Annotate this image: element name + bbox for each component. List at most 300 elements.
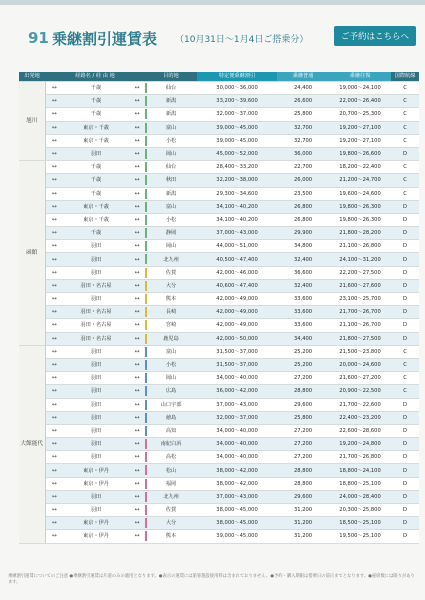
route-color-bar <box>145 189 147 199</box>
via-cell: 千歳 <box>63 187 129 200</box>
code-cell: D <box>391 451 419 464</box>
fare-round-cell: 19,200～27,100 <box>329 121 391 134</box>
fare-normal-cell: 24,400 <box>277 82 329 95</box>
fare-row <box>19 293 419 306</box>
arrow-left: ↔ <box>45 147 63 160</box>
code-cell: D <box>391 438 419 451</box>
fare-special-cell: 37,000～43,000 <box>197 398 277 411</box>
fare-round-cell: 23,100～25,700 <box>329 293 391 306</box>
route-color-bar <box>145 479 147 489</box>
fare-special-cell: 31,500～37,000 <box>197 358 277 371</box>
code-cell: D <box>391 464 419 477</box>
dest-label: 高松 <box>165 454 177 461</box>
arrow-right: ↔ <box>129 108 145 121</box>
code-cell: C <box>391 82 419 95</box>
fare-special-cell: 38,000～45,000 <box>197 504 277 517</box>
via-cell: 羽田 <box>63 358 129 371</box>
arrow-right: ↔ <box>129 279 145 292</box>
route-color-bar <box>145 400 147 410</box>
code-cell: D <box>391 490 419 503</box>
via-cell: 羽田 <box>63 411 129 424</box>
route-color-bar <box>145 334 147 344</box>
code-cell: C <box>391 358 419 371</box>
arrow-right: ↔ <box>129 451 145 464</box>
route-color-bar <box>145 320 147 330</box>
code-cell: D <box>391 319 419 332</box>
code-cell: C <box>391 385 419 398</box>
fare-round-cell: 18,800～24,100 <box>329 464 391 477</box>
fare-special-cell: 38,000～42,000 <box>197 464 277 477</box>
fare-round-cell: 19,800～26,300 <box>329 200 391 213</box>
arrow-left: ↔ <box>45 293 63 306</box>
arrow-right: ↔ <box>129 306 145 319</box>
dest-label: 小松 <box>165 216 177 223</box>
fare-row <box>19 227 419 240</box>
arrow-left: ↔ <box>45 530 63 543</box>
dest-label: 宮崎 <box>165 322 177 329</box>
dest-cell <box>145 95 197 108</box>
fare-special-cell: 34,100～40,200 <box>197 200 277 213</box>
fare-normal-cell: 32,700 <box>277 134 329 147</box>
dest-label: 富山 <box>165 203 177 210</box>
dest-label: 松山 <box>165 467 177 474</box>
page-header <box>10 26 420 52</box>
dest-cell <box>145 147 197 160</box>
fare-round-cell: 21,600～27,200 <box>329 372 391 385</box>
fare-round-cell: 21,800～27,500 <box>329 332 391 345</box>
arrow-right: ↔ <box>129 530 145 543</box>
arrow-left: ↔ <box>45 451 63 464</box>
route-color-bar <box>145 109 147 119</box>
fare-normal-cell: 27,200 <box>277 451 329 464</box>
arrow-right: ↔ <box>129 95 145 108</box>
fare-table-body <box>19 82 419 544</box>
fare-round-cell: 19,600～24,600 <box>329 187 391 200</box>
header-code-top: 国際航線 <box>394 73 416 79</box>
dest-cell <box>145 306 197 319</box>
route-color-bar <box>145 452 147 462</box>
via-cell: 東京・伊丹 <box>63 477 129 490</box>
code-cell: D <box>391 398 419 411</box>
fare-normal-cell: 33,600 <box>277 319 329 332</box>
arrow-right: ↔ <box>129 319 145 332</box>
dest-cell <box>145 372 197 385</box>
fare-round-cell: 19,800～26,300 <box>329 213 391 226</box>
dest-cell <box>145 213 197 226</box>
code-cell: C <box>391 345 419 358</box>
route-color-bar <box>145 505 147 515</box>
route-color-bar <box>145 162 147 172</box>
fare-round-cell: 18,500～25,100 <box>329 517 391 530</box>
fare-round-cell: 21,800～28,200 <box>329 227 391 240</box>
fare-round-cell: 19,200～24,800 <box>329 438 391 451</box>
arrow-left: ↔ <box>45 372 63 385</box>
arrow-left: ↔ <box>45 398 63 411</box>
arrow-left: ↔ <box>45 253 63 266</box>
fare-special-cell: 33,200～39,600 <box>197 95 277 108</box>
arrow-right: ↔ <box>129 227 145 240</box>
route-color-bar <box>145 136 147 146</box>
fare-round-cell: 19,500～25,100 <box>329 530 391 543</box>
fare-row <box>19 451 419 464</box>
fare-special-cell: 44,000～51,000 <box>197 240 277 253</box>
fare-row <box>19 398 419 411</box>
arrow-right: ↔ <box>129 161 145 174</box>
dest-cell <box>145 411 197 424</box>
fare-round-cell: 20,900～22,500 <box>329 385 391 398</box>
via-cell: 羽田 <box>63 372 129 385</box>
route-color-bar <box>145 281 147 291</box>
arrow-left: ↔ <box>45 385 63 398</box>
code-cell: C <box>391 108 419 121</box>
fare-normal-cell: 29,600 <box>277 490 329 503</box>
fare-row <box>19 530 419 543</box>
arrow-left: ↔ <box>45 332 63 345</box>
header-fare-normal: 乗継普通 <box>277 72 329 82</box>
fare-normal-cell: 23,500 <box>277 187 329 200</box>
code-cell: D <box>391 279 419 292</box>
via-cell: 羽田・名古屋 <box>63 279 129 292</box>
arrow-right: ↔ <box>129 134 145 147</box>
dest-cell <box>145 345 197 358</box>
dest-label: 北九州 <box>163 256 179 263</box>
fare-special-cell: 34,000～40,000 <box>197 424 277 437</box>
dest-label: 小松 <box>165 362 177 369</box>
arrow-left: ↔ <box>45 490 63 503</box>
fare-normal-cell: 29,900 <box>277 227 329 240</box>
fare-row <box>19 345 419 358</box>
route-color-bar <box>145 492 147 502</box>
via-cell: 東京・千歳 <box>63 121 129 134</box>
arrow-left: ↔ <box>45 213 63 226</box>
via-cell: 東京・伊丹 <box>63 517 129 530</box>
dest-label: 富山 <box>165 124 177 131</box>
fare-normal-cell: 25,200 <box>277 345 329 358</box>
via-cell: 羽田・名古屋 <box>63 319 129 332</box>
route-color-bar <box>145 294 147 304</box>
fare-row <box>19 358 419 371</box>
route-color-bar <box>145 386 147 396</box>
fare-normal-cell: 32,400 <box>277 279 329 292</box>
fare-special-cell: 28,400～33,200 <box>197 161 277 174</box>
arrow-left: ↔ <box>45 411 63 424</box>
arrow-right: ↔ <box>129 332 145 345</box>
fare-special-cell: 42,000～50,000 <box>197 332 277 345</box>
fare-row <box>19 253 419 266</box>
via-cell: 千歳 <box>63 174 129 187</box>
arrow-left: ↔ <box>45 161 63 174</box>
code-cell: D <box>391 332 419 345</box>
arrow-right: ↔ <box>129 385 145 398</box>
arrow-right: ↔ <box>129 504 145 517</box>
region-label: 函館 <box>19 161 45 346</box>
arrow-right: ↔ <box>129 372 145 385</box>
fare-row <box>19 504 419 517</box>
dest-label: 静岡 <box>165 230 177 237</box>
fare-row <box>19 187 419 200</box>
footer-notes: 乗継割引運賃についてのご注意 ●乗継割引運賃は片道のみの適用となります。●表示の運賃には旅客施設使用料は含まれておりません。●予約・購入期限は搭乗日の前日までとなります。●座席数には限りがあります。 <box>8 574 415 585</box>
dest-cell <box>145 279 197 292</box>
fare-special-cell: 34,000～40,000 <box>197 438 277 451</box>
dest-cell <box>145 530 197 543</box>
fare-special-cell: 34,100～40,200 <box>197 213 277 226</box>
via-cell: 千歳 <box>63 82 129 95</box>
fare-row <box>19 240 419 253</box>
code-cell: C <box>391 161 419 174</box>
code-cell: D <box>391 227 419 240</box>
fare-special-cell: 30,000～36,000 <box>197 82 277 95</box>
code-cell: D <box>391 200 419 213</box>
arrow-left: ↔ <box>45 345 63 358</box>
arrow-right: ↔ <box>129 213 145 226</box>
dest-cell <box>145 174 197 187</box>
fare-normal-cell: 22,700 <box>277 161 329 174</box>
fare-normal-cell: 33,600 <box>277 306 329 319</box>
dest-label: 佐賀 <box>165 269 177 276</box>
code-cell: C <box>391 187 419 200</box>
page-title: 乗継割引運賃表 <box>52 30 158 48</box>
arrow-left: ↔ <box>45 424 63 437</box>
dest-label: 福岡 <box>165 480 177 487</box>
dest-label: 仙台 <box>165 164 177 171</box>
route-color-bar <box>145 96 147 106</box>
dest-cell <box>145 82 197 95</box>
via-cell: 羽田 <box>63 345 129 358</box>
dest-cell <box>145 332 197 345</box>
dest-label: 北九州 <box>163 493 179 500</box>
dest-cell <box>145 240 197 253</box>
code-cell: D <box>391 306 419 319</box>
fare-round-cell: 21,700～26,700 <box>329 306 391 319</box>
fare-row <box>19 411 419 424</box>
fare-normal-cell: 28,800 <box>277 464 329 477</box>
code-cell: D <box>391 266 419 279</box>
arrow-right: ↔ <box>129 253 145 266</box>
route-color-bar <box>145 83 147 93</box>
code-cell: C <box>391 174 419 187</box>
arrow-left: ↔ <box>45 477 63 490</box>
dest-label: 熊本 <box>165 533 177 540</box>
reservation-button[interactable]: ご予約はこちらへ <box>334 26 416 46</box>
header-route-top: 経路名 <box>75 73 91 79</box>
fare-normal-cell: 28,800 <box>277 477 329 490</box>
dest-label: 高知 <box>165 427 177 434</box>
fare-row <box>19 161 419 174</box>
dest-label: 山口宇部 <box>160 401 182 408</box>
route-color-bar <box>145 215 147 225</box>
arrow-right: ↔ <box>129 438 145 451</box>
route-color-bar <box>145 241 147 251</box>
dest-cell <box>145 266 197 279</box>
arrow-left: ↔ <box>45 82 63 95</box>
via-cell: 羽田 <box>63 490 129 503</box>
dest-cell <box>145 108 197 121</box>
route-color-bar <box>145 149 147 159</box>
dest-cell <box>145 464 197 477</box>
route-color-bar <box>145 202 147 212</box>
fare-normal-cell: 36,600 <box>277 266 329 279</box>
dest-cell <box>145 161 197 174</box>
via-cell: 東京・千歳 <box>63 213 129 226</box>
dest-label: 秋田 <box>165 177 177 184</box>
fare-special-cell: 40,500～47,400 <box>197 253 277 266</box>
fare-normal-cell: 27,200 <box>277 424 329 437</box>
dest-label: 富山 <box>165 348 177 355</box>
dest-label: 新潟 <box>165 190 177 197</box>
dest-cell <box>145 253 197 266</box>
dest-cell <box>145 385 197 398</box>
fare-round-cell: 22,400～23,200 <box>329 411 391 424</box>
dest-label: 新潟 <box>165 98 177 105</box>
header-dest: 目的地 <box>145 72 197 82</box>
fare-normal-cell: 26,000 <box>277 174 329 187</box>
fare-special-cell: 34,000～40,000 <box>197 451 277 464</box>
fare-special-cell: 32,200～38,000 <box>197 174 277 187</box>
dest-cell <box>145 358 197 371</box>
route-color-bar <box>145 426 147 436</box>
arrow-right: ↔ <box>129 293 145 306</box>
via-cell: 千歳 <box>63 95 129 108</box>
fare-row <box>19 134 419 147</box>
fare-round-cell: 19,000～24,100 <box>329 82 391 95</box>
arrow-left: ↔ <box>45 319 63 332</box>
fare-normal-cell: 32,400 <box>277 253 329 266</box>
via-cell: 羽田・名古屋 <box>63 332 129 345</box>
fare-row <box>19 121 419 134</box>
via-cell: 東京・伊丹 <box>63 530 129 543</box>
fare-row <box>19 279 419 292</box>
fare-special-cell: 36,000～42,000 <box>197 385 277 398</box>
fare-special-cell: 38,000～42,000 <box>197 477 277 490</box>
arrow-right: ↔ <box>129 82 145 95</box>
fare-special-cell: 32,000～37,000 <box>197 411 277 424</box>
header-from: 出発地 <box>19 72 45 82</box>
dest-cell <box>145 504 197 517</box>
route-color-bar <box>145 123 147 133</box>
fare-special-cell: 37,000～43,000 <box>197 490 277 503</box>
dest-label: 小松 <box>165 137 177 144</box>
fare-normal-cell: 25,800 <box>277 411 329 424</box>
dest-label: 大分 <box>165 520 177 527</box>
arrow-left: ↔ <box>45 108 63 121</box>
fare-normal-cell: 31,200 <box>277 530 329 543</box>
fare-row <box>19 306 419 319</box>
route-color-bar <box>145 228 147 238</box>
dest-cell <box>145 187 197 200</box>
fare-special-cell: 45,000～52,000 <box>197 147 277 160</box>
code-cell: D <box>391 424 419 437</box>
via-cell: 羽田・名古屋 <box>63 306 129 319</box>
dest-cell <box>145 517 197 530</box>
fare-round-cell: 19,800～26,600 <box>329 147 391 160</box>
fare-row <box>19 108 419 121</box>
fare-normal-cell: 31,200 <box>277 517 329 530</box>
fare-row <box>19 477 419 490</box>
via-cell: 千歳 <box>63 161 129 174</box>
via-cell: 東京・伊丹 <box>63 464 129 477</box>
via-cell: 羽田 <box>63 240 129 253</box>
header-fare-round: 乗継往復 <box>329 72 391 82</box>
dest-cell <box>145 293 197 306</box>
fare-row <box>19 266 419 279</box>
fare-special-cell: 38,000～45,000 <box>197 517 277 530</box>
route-color-bar <box>145 175 147 185</box>
dest-cell <box>145 121 197 134</box>
arrow-right: ↔ <box>129 200 145 213</box>
arrow-right: ↔ <box>129 477 145 490</box>
arrow-right: ↔ <box>129 464 145 477</box>
fare-row <box>19 438 419 451</box>
top-band <box>0 0 425 5</box>
arrow-right: ↔ <box>129 398 145 411</box>
via-cell: 羽田 <box>63 504 129 517</box>
fare-normal-cell: 26,800 <box>277 200 329 213</box>
fare-round-cell: 21,700～26,800 <box>329 451 391 464</box>
route-color-bar <box>145 268 147 278</box>
fare-round-cell: 21,700～22,600 <box>329 398 391 411</box>
arrow-left: ↔ <box>45 464 63 477</box>
fare-normal-cell: 28,800 <box>277 385 329 398</box>
fare-row <box>19 517 419 530</box>
code-cell: D <box>391 240 419 253</box>
dest-cell <box>145 200 197 213</box>
arrow-right: ↔ <box>129 517 145 530</box>
dest-label: 広島 <box>165 388 177 395</box>
fare-special-cell: 37,000～43,000 <box>197 227 277 240</box>
fare-row <box>19 200 419 213</box>
fare-round-cell: 21,100～26,800 <box>329 240 391 253</box>
route-color-bar <box>145 254 147 264</box>
code-cell: C <box>391 95 419 108</box>
arrow-left: ↔ <box>45 240 63 253</box>
dest-cell <box>145 398 197 411</box>
via-cell: 羽田 <box>63 451 129 464</box>
dest-label: 熊本 <box>165 296 177 303</box>
arrow-left: ↔ <box>45 306 63 319</box>
arrow-right: ↔ <box>129 345 145 358</box>
via-cell: 千歳 <box>63 108 129 121</box>
fare-normal-cell: 29,600 <box>277 398 329 411</box>
arrow-right: ↔ <box>129 187 145 200</box>
header-route: 経路名 / 経 由 地 <box>45 72 145 82</box>
dest-label: 長崎 <box>165 309 177 316</box>
via-cell: 千歳 <box>63 227 129 240</box>
dest-label: 岡山 <box>165 243 177 250</box>
dest-label: 新潟 <box>165 111 177 118</box>
fare-special-cell: 42,000～49,000 <box>197 293 277 306</box>
fare-round-cell: 21,500～23,800 <box>329 345 391 358</box>
fare-table-wrap <box>19 72 419 539</box>
dest-label: 仙台 <box>165 85 177 92</box>
code-cell: D <box>391 517 419 530</box>
fare-row <box>19 332 419 345</box>
fare-normal-cell: 34,800 <box>277 240 329 253</box>
arrow-left: ↔ <box>45 227 63 240</box>
arrow-left: ↔ <box>45 174 63 187</box>
dest-label: 徳島 <box>165 414 177 421</box>
arrow-right: ↔ <box>129 147 145 160</box>
arrow-left: ↔ <box>45 517 63 530</box>
dest-label: 鹿児島 <box>163 335 179 342</box>
via-cell: 東京・千歳 <box>63 200 129 213</box>
code-cell: D <box>391 411 419 424</box>
code-cell: D <box>391 504 419 517</box>
fare-round-cell: 21,200～24,700 <box>329 174 391 187</box>
route-color-bar <box>145 373 147 383</box>
arrow-left: ↔ <box>45 266 63 279</box>
arrow-left: ↔ <box>45 121 63 134</box>
arrow-left: ↔ <box>45 134 63 147</box>
